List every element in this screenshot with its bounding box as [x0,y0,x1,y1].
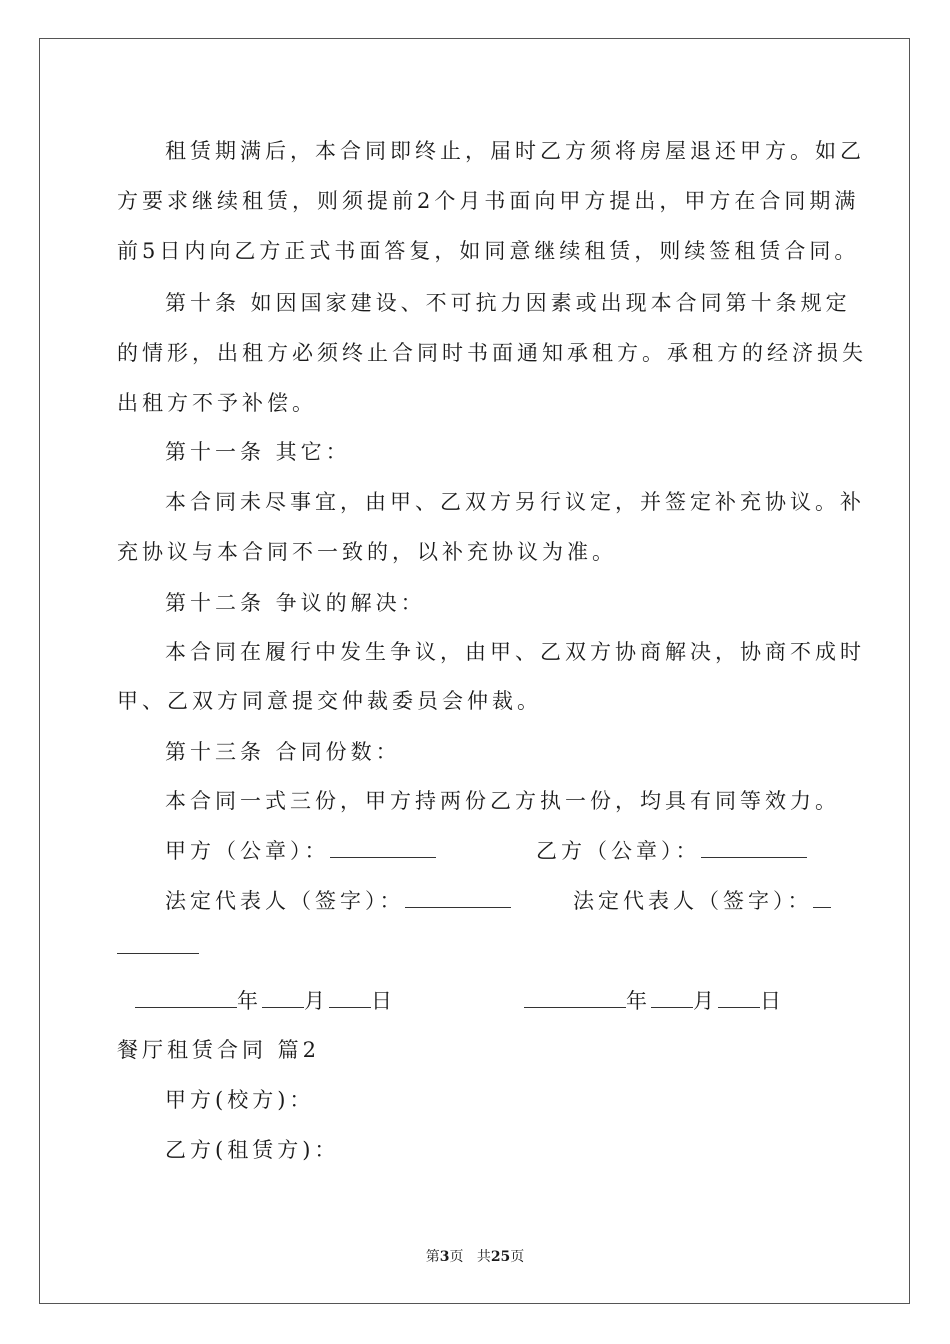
paragraph-line: 方要求继续租赁，则须提前2个月书面向甲方提出，甲方在合同期满 [117,189,860,213]
year-blank [135,987,237,1008]
signature-blank [405,887,511,908]
paragraph-line: 的情形，出租方必须终止合同时书面通知承租方。承租方的经济损失 [117,341,867,365]
paragraph-line: 出租方不予补偿。 [117,391,317,415]
signature-blank [330,837,436,858]
day-blank [329,987,371,1008]
year-blank [524,987,626,1008]
day-blank [718,987,760,1008]
page-number: 3 [439,1249,450,1265]
month-blank [262,987,304,1008]
paragraph-line: 充协议与本合同不一致的，以补充协议为准。 [117,540,617,564]
article-11-heading: 第十一条 其它： [165,440,351,464]
party-b-line: 乙方(租赁方)： [165,1138,340,1162]
paragraph-line: 甲、乙双方同意提交仲裁委员会仲裁。 [117,689,542,713]
paragraph-line: 本合同未尽事宜，由甲、乙双方另行议定，并签定补充协议。补 [165,490,865,514]
paragraph-line: 租赁期满后，本合同即终止，届时乙方须将房屋退还甲方。如乙 [165,139,865,163]
paragraph-line: 本合同在履行中发生争议，由甲、乙双方协商解决，协商不成时 [165,640,865,664]
article-10-line: 第十条 如因国家建设、不可抗力因素或出现本合同第十条规定 [165,291,851,315]
page-footer: 第3页 共25页 [425,1249,525,1265]
total-pages: 25 [490,1249,511,1265]
rep-b-label: 法定代表人（签字）： [573,886,831,916]
date-line-b: 年 月 日 [524,986,785,1016]
month-blank [651,987,693,1008]
party-a-seal-label: 甲方（公章）： [165,836,436,866]
signature-blank [701,837,807,858]
party-a-line: 甲方(校方)： [165,1088,315,1112]
signature-blank-wrap [117,935,199,954]
section-title: 餐厅租赁合同 篇2 [117,1038,321,1062]
party-b-seal-label: 乙方（公章）： [536,836,807,866]
article-12-heading: 第十二条 争议的解决： [165,591,426,615]
article-13-heading: 第十三条 合同份数： [165,740,401,764]
rep-a-label: 法定代表人（签字）： [165,886,511,916]
paragraph-line: 本合同一式三份，甲方持两份乙方执一份，均具有同等效力。 [165,789,840,813]
signature-blank [813,887,831,908]
date-line-a: 年 月 日 [135,986,396,1016]
paragraph-line: 前5日内向乙方正式书面答复，如同意继续租赁，则续签租赁合同。 [117,239,860,263]
